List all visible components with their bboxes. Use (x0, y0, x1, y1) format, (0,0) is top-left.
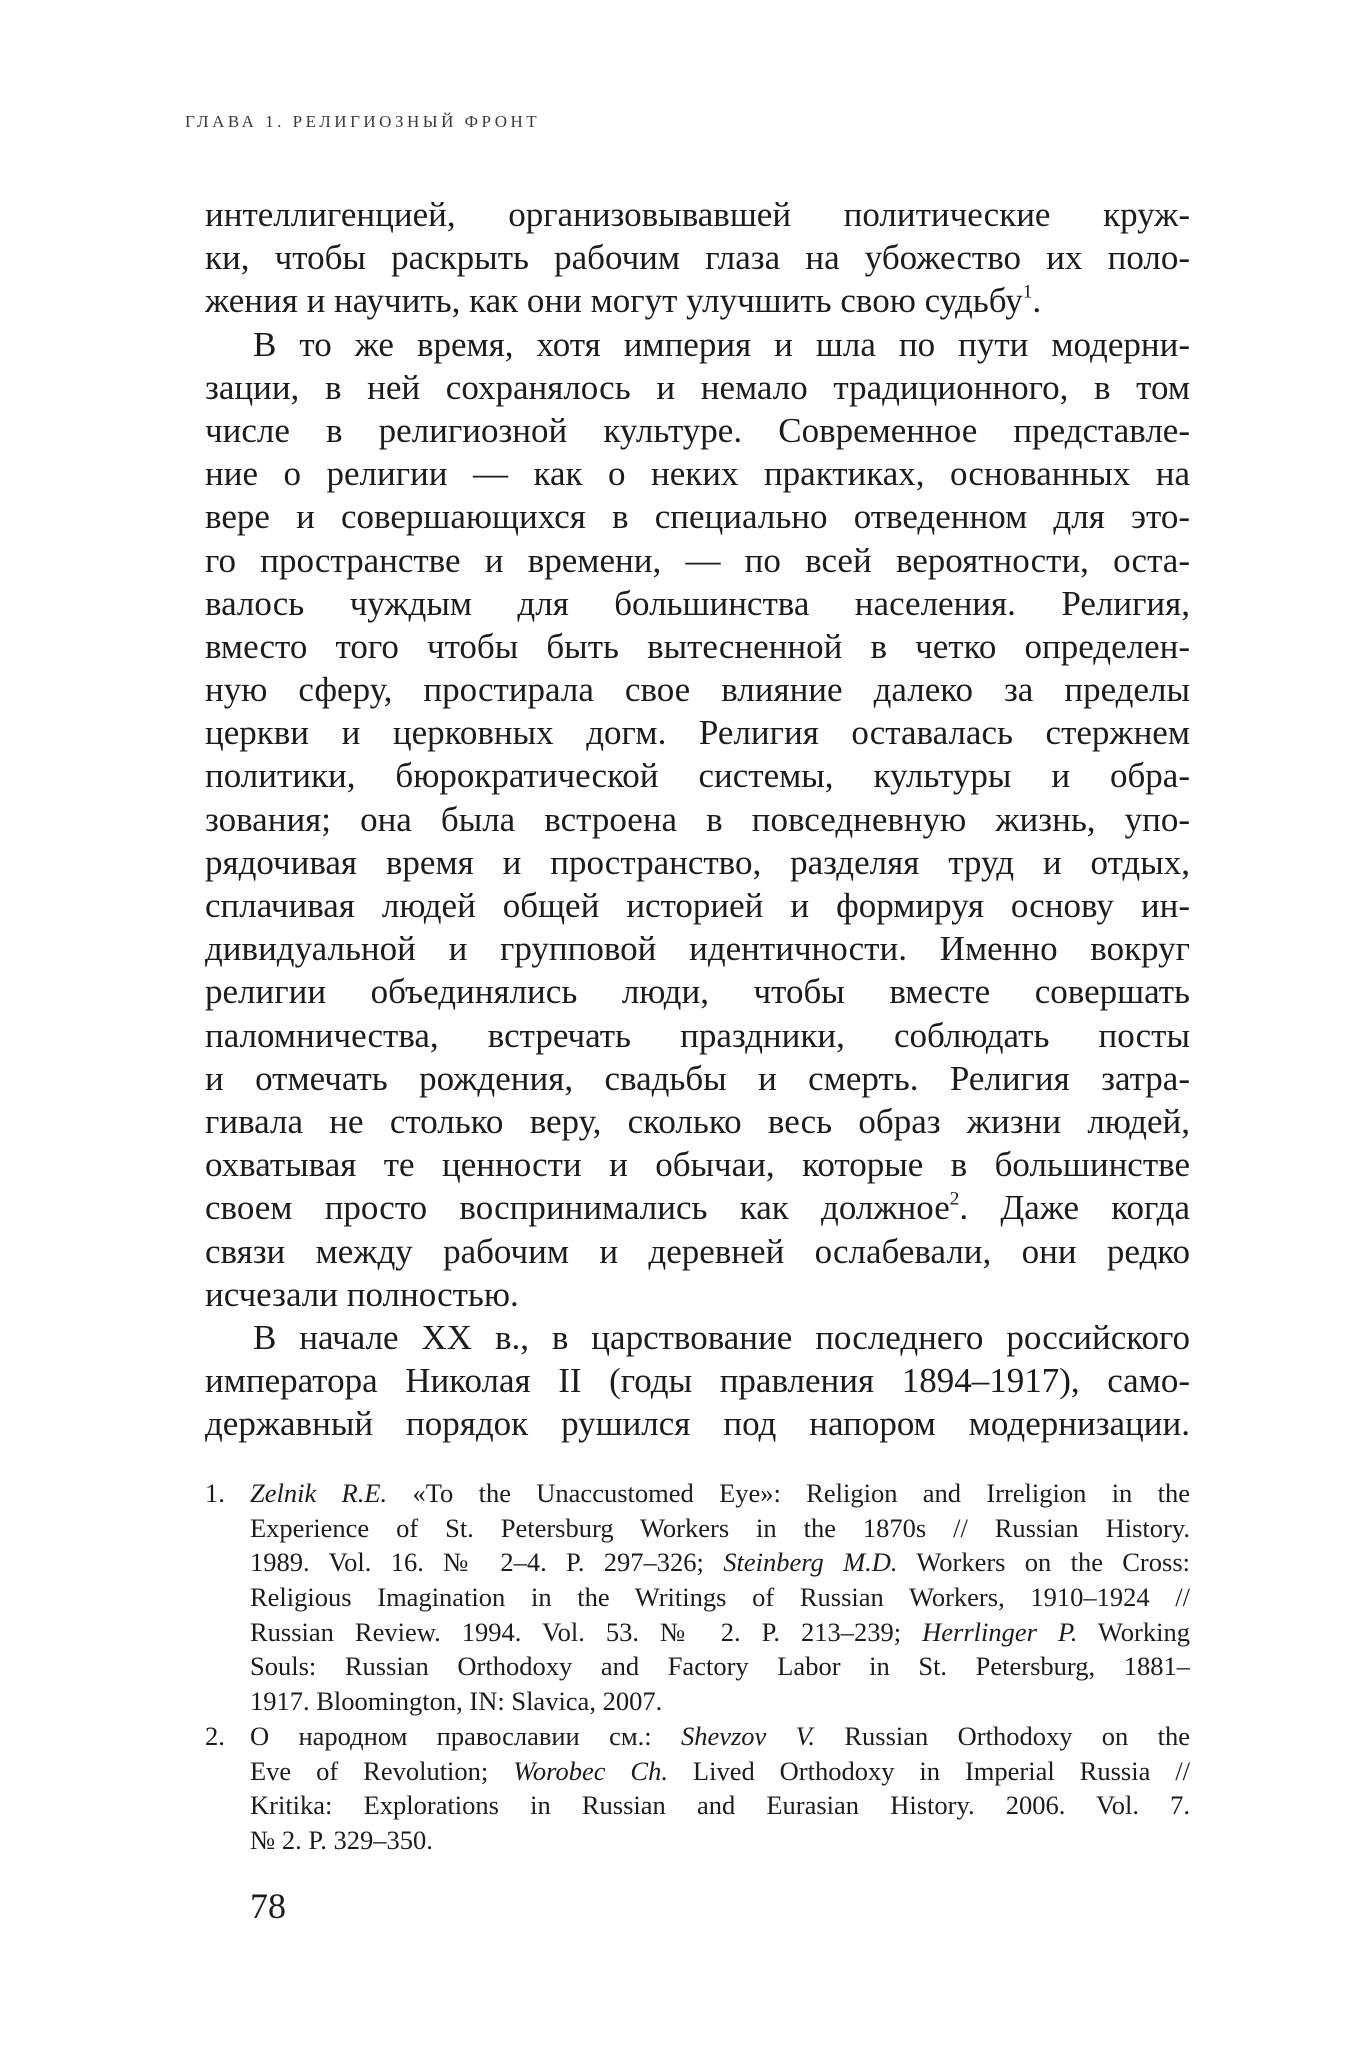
body-line: политики, бюрократической системы, культуры и обра- (205, 756, 1190, 796)
page-number: 78 (250, 1886, 286, 1926)
body-line: дивидуальной и групповой идентичности. Именно вокруг (205, 929, 1190, 969)
body-line: своем просто воспринимались как должное$^2$. Даже когда (205, 1188, 1190, 1228)
body-line: вместо того чтобы быть вытесненной в четко определен- (205, 626, 1190, 666)
body-line: числе в религиозной культуре. Современное представле- (205, 410, 1190, 450)
body-line: валось чуждым для большинства населения. Религия, (205, 583, 1190, 623)
running-head: ГЛАВА 1. РЕЛИГИОЗНЫЙ ФРОНТ (185, 112, 541, 131)
body-line: державный порядок рушился под напором модернизации. (205, 1404, 1190, 1444)
body-line: В начале XX в., в царствование последнего российского (253, 1317, 1190, 1357)
body-line: паломничества, встречать праздники, соблюдать посты (205, 1015, 1190, 1055)
body-line: гивала не столько веру, сколько весь образ жизни людей, (205, 1101, 1190, 1141)
body-line: охватывая те ценности и обычаи, которые в большинстве (205, 1145, 1190, 1185)
body-line: ние о религии — как о неких практиках, основанных на (205, 454, 1190, 494)
body-line: ную сферу, простирала свое влияние далеко за пределы (205, 670, 1190, 710)
footnote (205, 1476, 1190, 1719)
footnote-line: Souls: Russian Orthodoxy and Factory Labor in St. Petersburg, 1881– (250, 1651, 1190, 1682)
body-line: связи между рабочим и деревней ослабевали, они редко (205, 1231, 1190, 1271)
body-line: религии объединялись люди, чтобы вместе совершать (205, 972, 1190, 1012)
body-line: В то же время, хотя империя и шла по пути модерни- (253, 324, 1190, 364)
footnote-line: О народном православии см.: Shevzov V. Russian Orthodoxy on the (250, 1720, 1190, 1751)
footnote-line: 1989. Vol. 16. № 2–4. P. 297–326; Steinberg M.D. Workers on the Cross: (250, 1547, 1190, 1578)
body-line: рядочивая время и пространство, разделяя труд и отдых, (205, 842, 1190, 882)
footnote-line: Religious Imagination in the Writings of Russian Workers, 1910–1924 // (250, 1582, 1190, 1613)
footnote (205, 1719, 1190, 1858)
footnote-number: 1. (205, 1478, 225, 1508)
body-line: и отмечать рождения, свадьбы и смерть. Религия затра- (205, 1058, 1190, 1098)
footnote-number: 2. (205, 1720, 225, 1751)
footnote-line: Experience of St. Petersburg Workers in the 1870s // Russian History. (250, 1512, 1190, 1543)
body-line: церкви и церковных догм. Религия оставалась стержнем (205, 713, 1190, 753)
body-line: ки, чтобы раскрыть рабочим глаза на убожество их поло- (205, 238, 1190, 278)
body-line: го пространстве и времени, — по всей вероятности, оста- (205, 540, 1190, 580)
body-line: исчезали полностью. (205, 1274, 519, 1314)
body-line: интеллигенцией, организовывавшей политические круж- (205, 195, 1190, 234)
footnote-line: 1917. Bloomington, IN: Slavica, 2007. (250, 1686, 663, 1717)
body-line: сплачивая людей общей историей и формируя основу ин- (205, 886, 1190, 925)
footnote-line: Zelnik R.E. «To the Unaccustomed Eye»: Religion and Irreligion in the (250, 1478, 1190, 1508)
footnote-line: Eve of Revolution; Worobec Ch. Lived Orthodoxy in Imperial Russia // (250, 1755, 1190, 1786)
body-line: вере и совершающихся в специально отведенном для это- (205, 497, 1190, 537)
footnote-line: Kritika: Explorations in Russian and Eurasian History. 2006. Vol. 7. (250, 1790, 1190, 1821)
body-line: императора Николая II (годы правления 1894–1917), само- (205, 1361, 1190, 1401)
footnote-line: № 2. P. 329–350. (250, 1824, 433, 1855)
footnote-line: Russian Review. 1994. Vol. 53. № 2. P. 213–239; Herrlinger P. Working (250, 1616, 1190, 1647)
body-text (205, 193, 1190, 1445)
body-line: жения и научить, как они могут улучшить свою судьбу$^1$. (205, 281, 1042, 321)
footnotes (205, 1476, 1190, 1858)
body-line: зования; она была встроена в повседневную жизнь, упо- (205, 799, 1190, 839)
body-line: зации, в ней сохранялось и немало традиционного, в том (205, 367, 1190, 407)
